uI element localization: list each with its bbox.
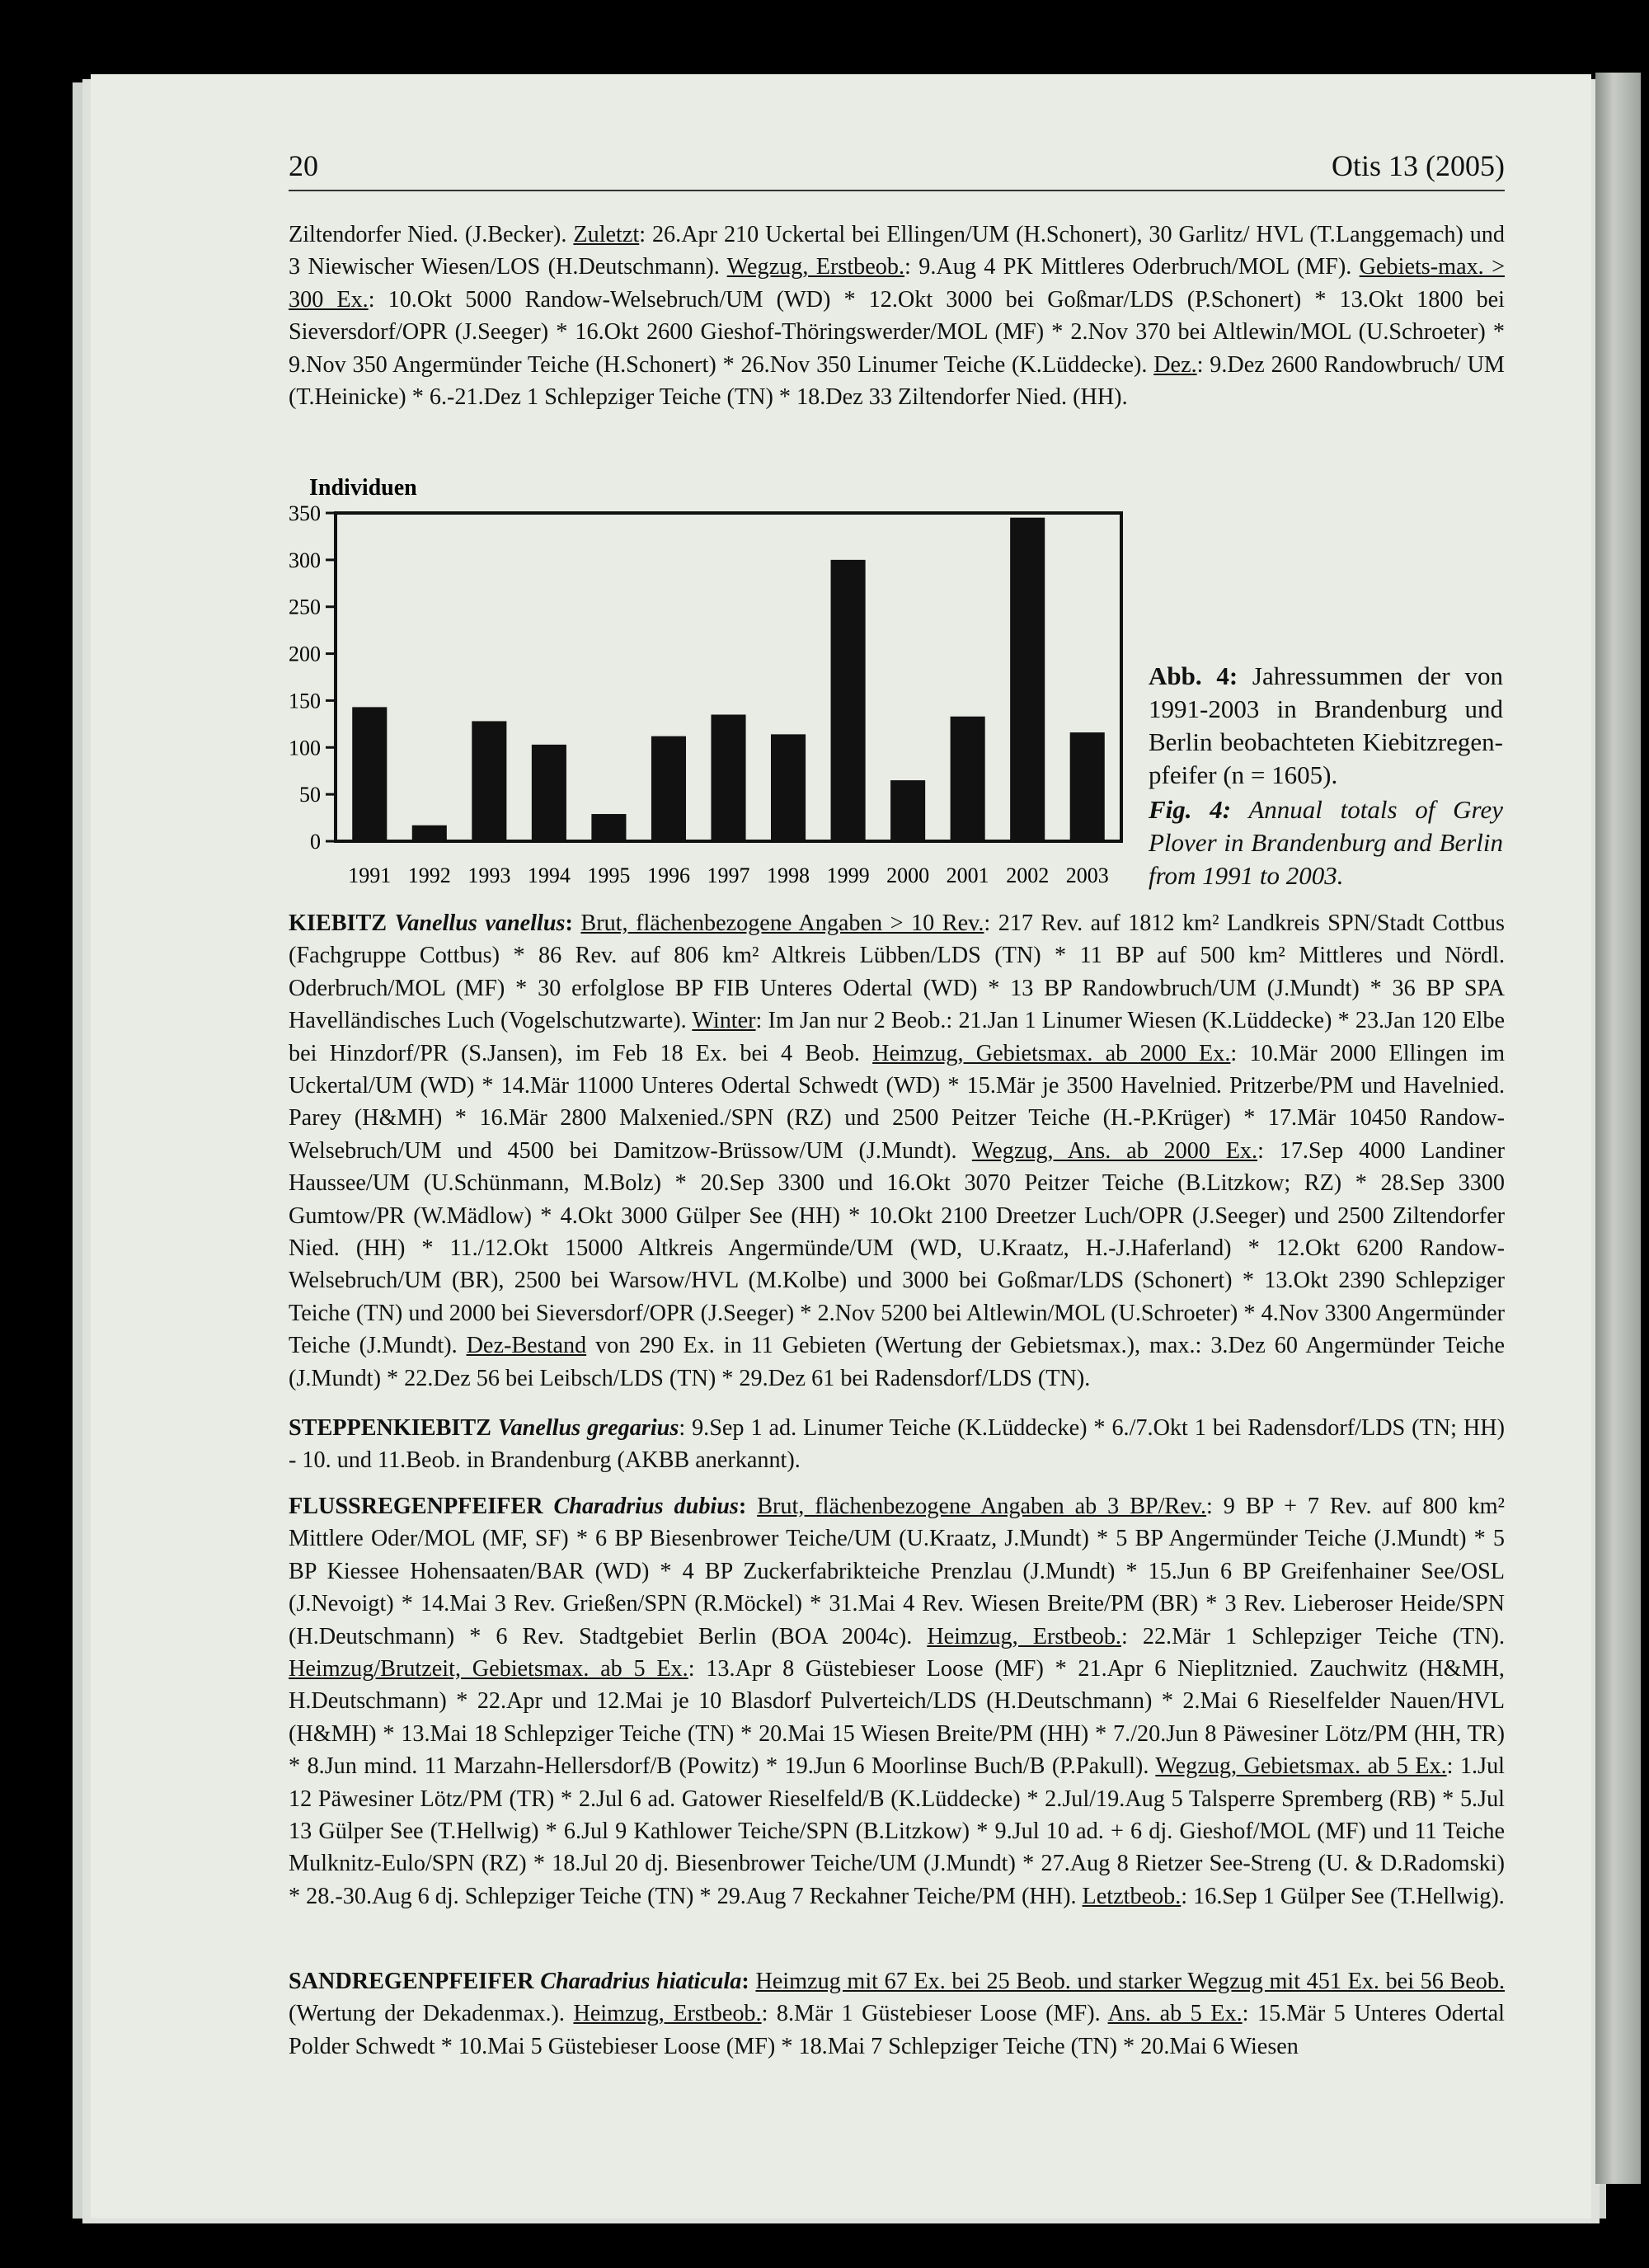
x-tick-label: 2001 [946, 863, 989, 887]
species-steppenkiebitz [289, 1412, 1505, 1477]
section-heading: Heimzug, Erstbeob. [573, 2001, 762, 2027]
y-tick-label: 50 [299, 783, 321, 807]
y-tick-label: 250 [289, 595, 321, 619]
bar-2000 [890, 780, 925, 841]
section-heading: Heimzug, Erstbeob. [927, 1623, 1121, 1649]
bar-chart-svg [280, 470, 1146, 915]
section-text: : 10.Mär 2000 Ellingen im Uckertal/UM (WD) * 14.Mär 11000 Unteres Odertal Schwedt (WD) * 15.Mär je 3500 Havelnied. Pritzerbe/PM und Havelnied. Parey (H&MH) * 16.Mär 2800 Malxenied./SPN (RZ) und 2500 Peitzer Teiche (H.-P.Krüger) * 17.Mär 10450 Randow-Welsebruch/UM und 4500 bei Damitzow-Brüssow/UM (J.Mundt). [289, 1040, 1505, 1164]
section-text: : 17.Sep 4000 Landiner Haussee/UM (U.Schünmann, M.Bolz) * 20.Sep 3300 und 16.Okt 3070 Peitzer Teiche (B.Litzkow; RZ) * 28.Sep 3300 Gumtow/PR (W.Mädlow) * 4.Okt 3000 Gülper See (HH) * 10.Okt 2100 Dreetzer Luch/OPR (J.Seeger) und 2500 Ziltendorfer Nied. (HH) * 11./12.Okt 15000 Altkreis Angermünde/UM (WD, U.Kraatz, H.-J.Haferland) * 12.Okt 6200 Randow-Welsebruch/UM (BR), 2500 bei Warsow/HVL (M.Kolbe) und 3000 bei Goßmar/LDS (Schonert) * 13.Okt 2390 Schlepziger Teiche (TN) und 2000 bei Sieversdorf/OPR (J.Seeger) * 2.Nov 5200 bei Altlewin/MOL (U.Schroeter) * 4.Nov 3300 Angermünder Teiche (J.Mundt). [289, 1137, 1505, 1359]
section-text: : 8.Mär 1 Güstebieser Loose (MF). [761, 2001, 1108, 2027]
bar-1997 [711, 714, 745, 841]
section-heading: Letztbeob. [1082, 1883, 1182, 1909]
caption-english [1149, 793, 1503, 892]
x-tick-label: 1994 [527, 863, 571, 887]
bar-2002 [1010, 518, 1045, 841]
bar-1998 [771, 734, 806, 841]
section-text: : 1.Jul 12 Päwesiner Lötz/PM (TR) * 2.Jul 6 ad. Gatower Rieselfeld/B (K.Lüddecke) * 2.Jul/19.Aug 5 Talsperre Spremberg (RB) * 5.Jul 13 Gülper See (T.Hellwig) * 6.Jul 9 Kathlower Teiche/SPN (B.Litzkow) * 9.Jul 10 ad. + 6 dj. Gieshof/MOL (MF) und 11 Teiche Mulknitz-Eulo/SPN (RZ) * 18.Jul 20 dj. Biesenbrower Teiche/UM (J.Mundt) * 27.Aug 8 Rietzer See-Streng (U. & D.Radomski) * 28.-30.Aug 6 dj. Schlepziger Teiche (TN) * 29.Aug 7 Reckahner Teiche/PM (HH). [289, 1753, 1505, 1909]
caption-text-en: Annual totals of Grey Plover in Brandenburg and Berlin from 1991 to 2003. [1149, 795, 1503, 890]
section-text: : 13.Apr 8 Güstebieser Loose (MF) * 21.Apr 6 Nieplitznied. Zauchwitz (H&MH, H.Deutschmann) * 22.Apr und 12.Mai je 10 Blasdorf Pulverteich/LDS (H.Deutschmann) * 2.Mai 6 Rieselfelder Nauen/HVL (H&MH) * 13.Mai 18 Schlepziger Teiche (TN) * 20.Mai 15 Wiesen Breite/PM (HH) * 7./20.Jun 8 Päwesiner Lötz/PM (HH, TR) * 8.Jun mind. 11 Marzahn-Hellersdorf/B (Powitz) * 19.Jun 6 Moorlinse Buch/B (P.Pakull). [289, 1656, 1505, 1780]
bar-chart [280, 470, 1146, 915]
species-latin: Vanellus gregarius [497, 1415, 679, 1441]
y-tick-label: 150 [289, 689, 321, 713]
species-sandregenpfeifer: SANDREGENPFEIFER Charadrius hiaticula: Heimzug mit 67 Ex. bei 25 Beob. und starker Wegzug mit 451 Ex. bei 56 Beob. (Wertung der Dekadenmax.). Heimzug, Erstbeob.: 8.Mär 1 Güstebieser Loose (MF). Ans. ab 5 Ex.: 15.Mär 5 Unteres Odertal Polder Schwedt * 10.Mai 5 Güstebieser Loose (MF) * 18.Mai 7 Schlepziger Teiche (TN) * 20.Mai 6 Wiesen [289, 1969, 1506, 2059]
bar-1991 [352, 707, 387, 841]
species-name: SANDREGENPFEIFER [289, 1969, 534, 1994]
intro-text: : 10.Okt 5000 Randow-Welsebruch/UM (WD) * 12.Okt 3000 bei Goßmar/LDS (P.Schonert) * 13.Okt 1800 bei Sieversdorf/OPR (J.Seeger) * 16.Okt 2600 Gieshof-Thöringswerder/MOL (MF) * 2.Nov 370 bei Altlewin/MOL (U.Schroeter) * 9.Nov 350 Angermünder Teiche (H.Schonert) * 26.Nov 350 Linumer Teiche (K.Lüddecke). [289, 286, 1506, 378]
intro-heading: Dez. [1153, 351, 1197, 378]
y-ticks [289, 501, 336, 854]
page-header [289, 142, 1505, 191]
x-tick-label: 1999 [826, 863, 870, 887]
caption-label: Abb. 4: [1149, 661, 1238, 690]
caption-label-en: Fig. 4: [1149, 795, 1232, 824]
section-heading: Winter [692, 1008, 756, 1034]
intro-heading: Gebiets-max. > 300 Ex. [289, 254, 1506, 313]
x-tick-label: 2003 [1065, 863, 1109, 887]
x-tick-label: 1995 [587, 863, 631, 887]
section-heading: Dez-Bestand [466, 1333, 587, 1359]
intro-text: : 9.Aug 4 PK Mittleres Oderbruch/MOL (MF). [904, 254, 1360, 280]
intro-paragraph [289, 219, 1505, 413]
bar-2001 [951, 717, 985, 841]
species-kiebitz: KIEBITZ Vanellus vanellus: Brut, flächenbezogene Angaben > 10 Rev.: 217 Rev. auf 1812 km² Landkreis SPN/Stadt Cottbus (Fachgruppe Cottbus) * 86 Rev. auf 806 km² Altkreis Lübben/LDS (TN) * 11 BP auf 500 km² Mittleres und Nördl. Oderbruch/MOL (MF) * 30 erfolglose BP FIB Unteres Odertal (WD) * 13 BP Randowbruch/UM (J.Mundt) * 36 BP SPA Havelländisches Luch (Vogelschutzwarte). Winter: Im Jan nur 2 Beob.: 21.Jan 1 Linumer Wiesen (K.Lüddecke) * 23.Jan 120 Elbe bei Hinzdorf/PR (S.Jansen), im Feb 18 Ex. bei 4 Beob. Heimzug, Gebietsmax. ab 2000 Ex.: 10.Mär 2000 Ellingen im Uckertal/UM (WD) * 14.Mär 11000 Unteres Odertal Schwedt (WD) * 15.Mär je 3500 Havelnied. Pritzerbe/PM und Havelnied. Parey (H&MH) * 16.Mär 2800 Malxenied./SPN (RZ) und 2500 Peitzer Teiche (H.-P.Krüger) * 17.Mär 10450 Randow-Welsebruch/UM und 4500 bei Damitzow-Brüssow/UM (J.Mundt). Wegzug, Ans. ab 2000 Ex.: 17.Sep 4000 Landiner Haussee/UM (U.Schünmann, M.Bolz) * 20.Sep 3300 und 16.Okt 3070 Peitzer Teiche (B.Litzkow; RZ) * 28.Sep 3300 Gumtow/PR (W.Mädlow) * 4.Okt 3000 Gülper See (HH) * 10.Okt 2100 Dreetzer Luch/OPR (J.Seeger) und 2500 Ziltendorfer Nied. (HH) * 11./12.Okt 15000 Altkreis Angermünde/UM (WD, U.Kraatz, H.-J.Haferland) * 12.Okt 6200 Randow-Welsebruch/UM (BR), 2500 bei Warsow/HVL (M.Kolbe) und 3000 bei Goßmar/LDS (Schonert) * 13.Okt 2390 Schlepziger Teiche (TN) und 2000 bei Sieversdorf/OPR (J.Seeger) * 2.Nov 5200 bei Altlewin/MOL (U.Schroeter) * 4.Nov 3300 Angermünder Teiche (J.Mundt). Dez-Bestand von 290 Ex. in 11 Gebieten (Wertung der Gebietsmax.), max.: 3.Dez 60 Angermünder Teiche (J.Mundt) * 22.Dez 56 bei Leibsch/LDS (TN) * 29.Dez 61 bei Radensdorf/LDS (TN). [289, 910, 1505, 1391]
intro-text: : 9.Dez 2600 Randowbruch/ UM (T.Heinicke) * 6.-21.Dez 1 Schlepziger Teiche (TN) * 18.Dez 33 Ziltendorfer Nied. (HH). [289, 351, 1505, 411]
species-name: KIEBITZ [289, 910, 388, 936]
section-heading: Wegzug, Gebietsmax. ab 5 Ex. [1155, 1753, 1447, 1780]
section-heading: Ans. ab 5 Ex. [1107, 2001, 1243, 2027]
bar-1996 [651, 736, 686, 841]
x-tick-label: 1996 [646, 863, 690, 887]
figure-caption [1149, 660, 1503, 892]
species-flussregenpfeifer: FLUSSREGENPFEIFER Charadrius dubius: Brut, flächenbezogene Angaben ab 3 BP/Rev.: 9 BP + 7 Rev. auf 800 km² Mittlere Oder/MOL (MF, SF) * 6 BP Biesenbrower Teiche/UM (U.Kraatz, J.Mundt) * 5 BP Angermünder Teiche (J.Mundt) * 5 BP Kiessee Hohensaaten/BAR (WD) * 4 BP Zuckerfabrikteiche Prenzlau (J.Mundt) * 15.Jun 6 BP Greifenhainer See/OSL (J.Nevoigt) * 14.Mai 3 Rev. Grießen/SPN (R.Möckel) * 31.Mai 4 Rev. Wiesen Breite/PM (BR) * 3 Rev. Lieberoser Heide/SPN (H.Deutschmann) * 6 Rev. Stadtgebiet Berlin (BOA 2004c). Heimzug, Erstbeob.: 22.Mär 1 Schlepziger Teiche (TN). Heimzug/Brutzeit, Gebietsmax. ab 5 Ex.: 13.Apr 8 Güstebieser Loose (MF) * 21.Apr 6 Nieplitznied. Zauchwitz (H&MH, H.Deutschmann) * 22.Apr und 12.Mai je 10 Blasdorf Pulverteich/LDS (H.Deutschmann) * 2.Mai 6 Rieselfelder Nauen/HVL (H&MH) * 13.Mai 18 Schlepziger Teiche (TN) * 20.Mai 15 Wiesen Breite/PM (HH) * 7./20.Jun 8 Päwesiner Lötz/PM (HH, TR) * 8.Jun mind. 11 Marzahn-Hellersdorf/B (Powitz) * 19.Jun 6 Moorlinse Buch/B (P.Pakull). Wegzug, Gebietsmax. ab 5 Ex.: 1.Jul 12 Päwesiner Lötz/PM (TR) * 2.Jul 6 ad. Gatower Rieselfeld/B (K.Lüddecke) * 2.Jul/19.Aug 5 Talsperre Spremberg (RB) * 5.Jul 13 Gülper See (T.Hellwig) * 6.Jul 9 Kathlower Teiche/SPN (B.Litzkow) * 9.Jul 10 ad. + 6 dj. Gieshof/MOL (MF) und 11 Teiche Mulknitz-Eulo/SPN (RZ) * 18.Jul 20 dj. Biesenbrower Teiche/UM (J.Mundt) * 27.Aug 8 Rietzer See-Streng (U. & D.Radomski) * 28.-30.Aug 6 dj. Schlepziger Teiche (TN) * 29.Aug 7 Reckahner Teiche/PM (HH). Letztbeob.: 16.Sep 1 Gülper See (T.Hellwig). [289, 1494, 1505, 1909]
section-text: : 9.Sep 1 ad. Linumer Teiche (K.Lüddecke) * 6./7.Okt 1 bei Radensdorf/LDS (TN; HH) - 10. und 11.Beob. in Brandenburg (AKBB anerkannt). [289, 1415, 1505, 1474]
journal-title: Otis 13 (2005) [1332, 149, 1505, 182]
intro-text: Ziltendorfer Nied. (J.Becker). [289, 222, 574, 247]
bar-1993 [472, 721, 506, 841]
x-tick-label: 2000 [886, 863, 930, 887]
x-tick-labels [348, 863, 1108, 887]
intro-heading: Zuletzt [573, 222, 640, 247]
species-latin: Charadrius dubius [553, 1494, 739, 1519]
species-name: STEPPENKIEBITZ [289, 1415, 491, 1441]
species-latin: Vanellus vanellus [394, 910, 566, 936]
intro-heading: Wegzug, Erstbeob. [726, 254, 905, 280]
bar-1992 [412, 826, 447, 841]
bar-2003 [1070, 732, 1105, 841]
y-tick-label: 0 [310, 830, 321, 854]
section-text: von 290 Ex. in 11 Gebieten (Wertung der Gebietsmax.), max.: 3.Dez 60 Angermünder Teiche (J.Mundt) * 22.Dez 56 bei Leibsch/LDS (TN) * 29.Dez 61 bei Radensdorf/LDS (TN). [289, 1333, 1505, 1391]
section-heading: Brut, flächenbezogene Angaben > 10 Rev. [580, 910, 984, 936]
page-edge [1595, 73, 1641, 2184]
bar-1995 [591, 814, 626, 841]
section-text: : 9 BP + 7 Rev. auf 800 km² Mittlere Oder/MOL (MF, SF) * 6 BP Biesenbrower Teiche/UM (U.Kraatz, J.Mundt) * 5 BP Angermünder Teiche (J.Mundt) * 5 BP Kiessee Hohensaaten/BAR (WD) * 4 BP Zuckerfabrikteiche Prenzlau (J.Mundt) * 15.Jun 6 BP Greifenhainer See/OSL (J.Nevoigt) * 14.Mai 3 Rev. Grießen/SPN (R.Möckel) * 31.Mai 4 Rev. Wiesen Breite/PM (BR) * 3 Rev. Lieberoser Heide/SPN (H.Deutschmann) * 6 Rev. Stadtgebiet Berlin (BOA 2004c). [289, 1494, 1505, 1649]
y-axis-label: Individuen [309, 475, 417, 501]
x-tick-label: 1997 [707, 863, 750, 887]
y-tick-label: 300 [289, 548, 321, 572]
x-tick-label: 2002 [1006, 863, 1050, 887]
y-tick-label: 100 [289, 736, 321, 760]
x-tick-label: 1992 [407, 863, 451, 887]
section-text: : 15.Mär 5 Unteres Odertal Polder Schwedt * 10.Mai 5 Güstebieser Loose (MF) * 18.Mai 7 Schlepziger Teiche (TN) * 20.Mai 6 Wiesen [289, 2001, 1505, 2059]
y-tick-label: 200 [289, 642, 321, 666]
x-tick-label: 1991 [348, 863, 392, 887]
section-text: : 16.Sep 1 Gülper See (T.Hellwig). [1181, 1883, 1505, 1909]
section-text: : 217 Rev. auf 1812 km² Landkreis SPN/Stadt Cottbus (Fachgruppe Cottbus) * 86 Rev. auf 806 km² Altkreis Lübben/LDS (TN) * 11 BP auf 500 km² Mittleres und Nördl. Oderbruch/MOL (MF) * 30 erfolglose BP FIB Unteres Odertal (WD) * 13 BP Randowbruch/UM (J.Mundt) * 36 BP SPA Havelländisches Luch (Vogelschutzwarte). [289, 910, 1505, 1034]
section-heading: Heimzug, Gebietsmax. ab 2000 Ex. [872, 1040, 1231, 1066]
caption-text: Jahressummen der von 1991-2003 in Brandenburg und Berlin beobachteten Kiebitzregen-pfeifer (n = 1605). [1149, 661, 1503, 789]
x-tick-label: 1993 [467, 863, 511, 887]
section-heading: Heimzug mit 67 Ex. bei 25 Beob. und starker Wegzug mit 451 Ex. bei 56 Beob. [755, 1969, 1506, 1994]
bars [352, 518, 1105, 841]
x-tick-label: 1998 [767, 863, 810, 887]
bar-1999 [831, 560, 866, 841]
section-text: (Wertung der Dekadenmax.). [289, 2001, 574, 2027]
bar-1994 [532, 745, 566, 841]
section-heading: Heimzug/Brutzeit, Gebietsmax. ab 5 Ex. [289, 1656, 688, 1682]
section-heading: Brut, flächenbezogene Angaben ab 3 BP/Rev. [757, 1494, 1207, 1519]
section-text: : 22.Mär 1 Schlepziger Teiche (TN). [1120, 1623, 1505, 1649]
section-heading: Wegzug, Ans. ab 2000 Ex. [971, 1137, 1258, 1164]
page-number: 20 [289, 149, 318, 182]
species-latin: Charadrius hiaticula [540, 1969, 742, 1994]
caption-german [1149, 660, 1503, 792]
species-name: FLUSSREGENPFEIFER [289, 1494, 543, 1519]
section-text: : Im Jan nur 2 Beob.: 21.Jan 1 Linumer Wiesen (K.Lüddecke) * 23.Jan 120 Elbe bei Hinzdorf/PR (S.Jansen), im Feb 18 Ex. bei 4 Beob. [289, 1008, 1505, 1066]
intro-text: : 26.Apr 210 Uckertal bei Ellingen/UM (H.Schonert), 30 Garlitz/ HVL (T.Langgemach) und 3 Niewischer Wiesen/LOS (H.Deutschmann). [289, 222, 1505, 280]
y-tick-label: 350 [289, 501, 321, 525]
